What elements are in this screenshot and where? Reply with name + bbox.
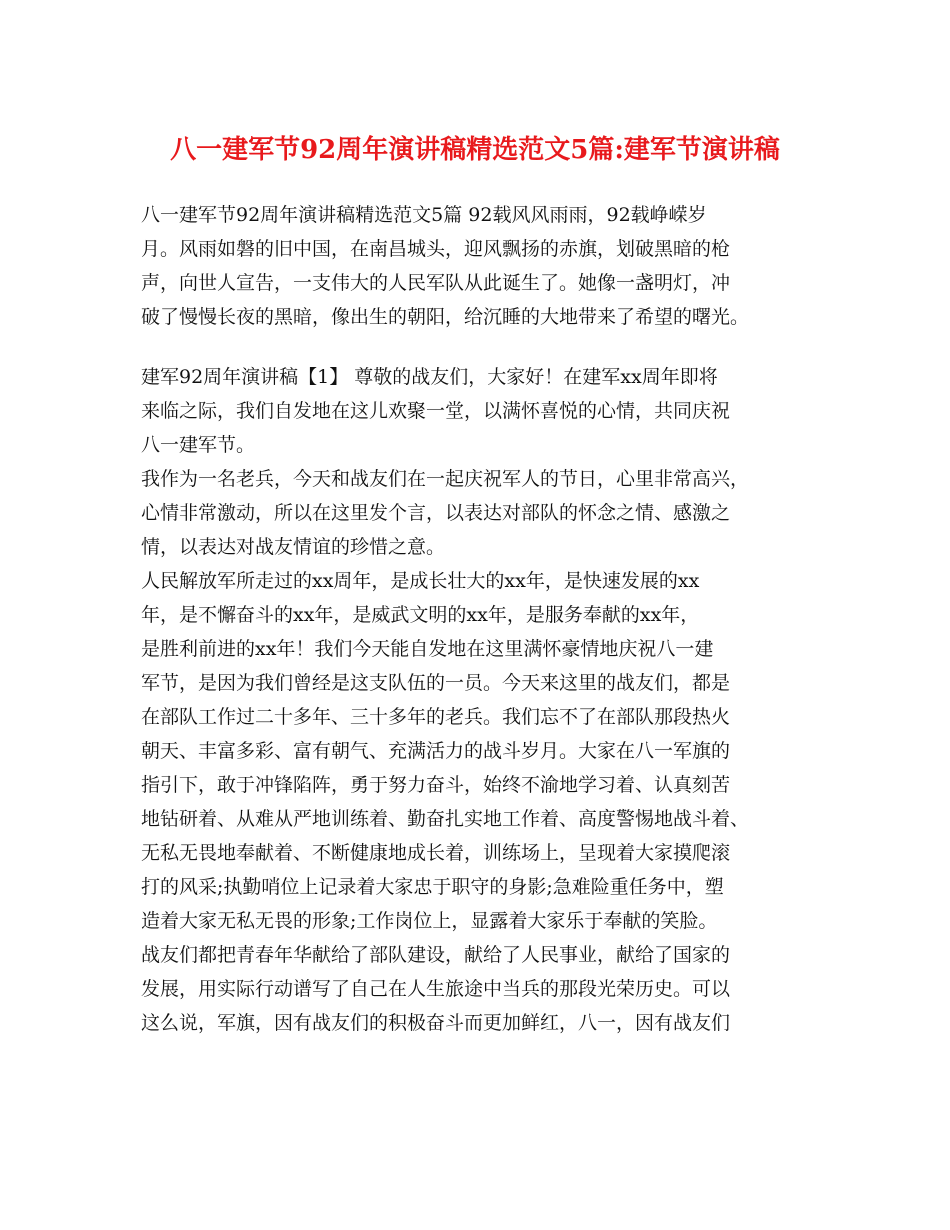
text-line: 造着大家无私无畏的形象;工作岗位上，显露着大家乐于奉献的笑脸。: [141, 910, 718, 932]
paragraph: [141, 564, 825, 938]
text-line: 是胜利前进的xx年！我们今天能自发地在这里满怀豪情地庆祝八一建: [141, 638, 714, 660]
text-line: 八一建军节92周年演讲稿精选范文5篇 92载风风雨雨，92载峥嵘岁: [141, 204, 707, 226]
document-title: 八一建军节92周年演讲稿精选范文5篇:建军节演讲稿: [170, 135, 780, 165]
paragraph: [141, 462, 825, 564]
document-body: [141, 198, 825, 1040]
text-line: 发展，用实际行动谱写了自己在人生旅途中当兵的那段光荣历史。可以: [141, 978, 731, 1000]
text-line: 地钻研着、从难从严地训练着、勤奋扎实地工作着、高度警惕地战斗着、: [141, 808, 750, 830]
text-line: 来临之际，我们自发地在这儿欢聚一堂，以满怀喜悦的心情，共同庆祝: [141, 400, 731, 422]
text-line: 人民解放军所走过的xx周年，是成长壮大的xx年，是快速发展的xx: [141, 570, 700, 592]
text-line: 心情非常激动，所以在这里发个言，以表达对部队的怀念之情、感激之: [141, 502, 731, 524]
text-line: 这么说，军旗，因有战友们的积极奋斗而更加鲜红，八一，因有战友们: [141, 1012, 731, 1034]
text-line: 指引下，敢于冲锋陷阵，勇于努力奋斗，始终不渝地学习着、认真刻苦: [141, 774, 731, 796]
text-line: 破了慢慢长夜的黑暗，像出生的朝阳，给沉睡的大地带来了希望的曙光。: [141, 306, 750, 328]
text-line: 在部队工作过二十多年、三十多年的老兵。我们忘不了在部队那段热火: [141, 706, 731, 728]
paragraph: [141, 938, 825, 1040]
text-line: 朝天、丰富多彩、富有朝气、充满活力的战斗岁月。大家在八一军旗的: [141, 740, 731, 762]
text-line: 情，以表达对战友情谊的珍惜之意。: [141, 536, 446, 558]
text-line: 我作为一名老兵，今天和战友们在一起庆祝军人的节日，心里非常高兴，: [141, 468, 750, 490]
text-line: 月。风雨如磐的旧中国，在南昌城头，迎风飘扬的赤旗，划破黑暗的枪: [141, 238, 731, 260]
text-line: 无私无畏地奉献着、不断健康地成长着，训练场上，呈现着大家摸爬滚: [141, 842, 731, 864]
text-line: 建军92周年演讲稿【1】 尊敬的战友们，大家好！在建军xx周年即将: [141, 366, 718, 388]
paragraph: [141, 360, 825, 462]
text-line: 年，是不懈奋斗的xx年，是威武文明的xx年，是服务奉献的xx年，: [141, 604, 700, 626]
text-line: 军节，是因为我们曾经是这支队伍的一员。今天来这里的战友们，都是: [141, 672, 731, 694]
text-line: 战友们都把青春年华献给了部队建设，献给了人民事业，献给了国家的: [141, 944, 731, 966]
paragraph-gap: [141, 334, 825, 360]
paragraph: [141, 198, 825, 334]
text-line: 声，向世人宣告，一支伟大的人民军队从此诞生了。她像一盏明灯，冲: [141, 272, 731, 294]
text-line: 八一建军节。: [141, 434, 256, 456]
text-line: 打的风采;执勤哨位上记录着大家忠于职守的身影;急难险重任务中，塑: [141, 876, 724, 898]
